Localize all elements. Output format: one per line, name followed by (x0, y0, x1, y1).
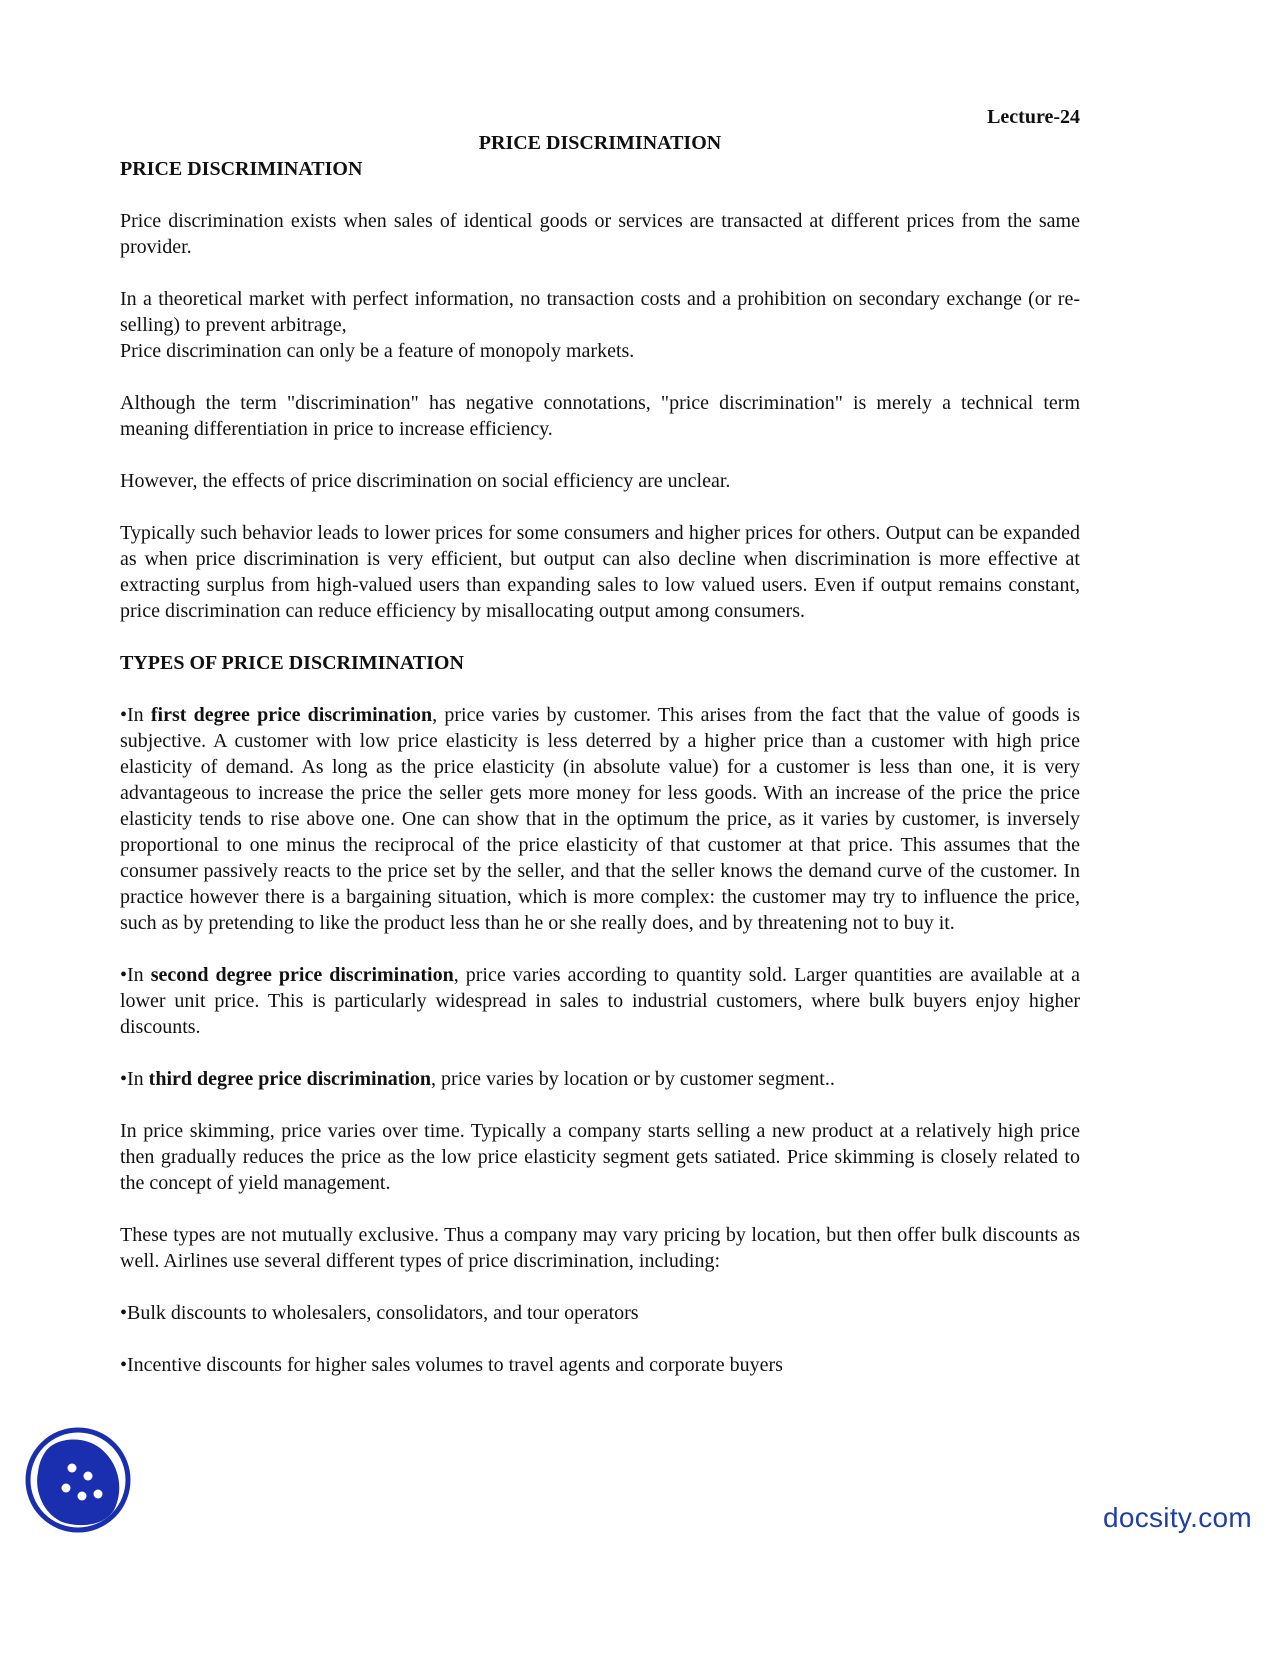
third-degree-term: third degree price discrimination (148, 1068, 432, 1090)
second-degree-text: , price varies according to quantity sold. Larger quantities are available at a lower unit price. This is particularly widespread in sales to industrial customers, where bulk buyers enjoy higher discounts. (120, 964, 1080, 1038)
second-degree-paragraph (120, 962, 1080, 1040)
paragraph-output-effects: Typically such behavior leads to lower prices for some consumers and higher prices for others. Output can be expanded as when price discrimination is very efficient, but output can also decline when discrimination is more effective at extracting surplus from high-valued users than expanding sales to low valued users. Even if output remains constant, price discrimination can reduce efficiency by misallocating output among consumers. (120, 522, 1080, 622)
document-content (120, 104, 1080, 1378)
paragraph-connotations: Although the term "discrimination" has negative connotations, "price discrimination" is merely a technical term meaning differentiation in price to increase efficiency. (120, 392, 1080, 440)
bullet-prefix: •In (120, 964, 151, 986)
paragraph-price-skimming: In price skimming, price varies over time. Typically a company starts selling a new product at a relatively high price then gradually reduces the price as the low price elasticity segment gets satiated. Price skimming is closely related to the concept of yield management. (120, 1120, 1080, 1194)
paragraph-not-exclusive: These types are not mutually exclusive. Thus a company may vary pricing by location, but then offer bulk discounts as well. Airlines use several different types of price discrimination, including: (120, 1224, 1080, 1272)
list-item: •Incentive discounts for higher sales volumes to travel agents and corporate buyers (120, 1354, 783, 1376)
docsity-watermark[interactable]: docsity.com (1102, 1502, 1252, 1533)
first-degree-text: , price varies by customer. This arises from the fact that the value of goods is subjective. A customer with low price elasticity is less deterred by a higher price than a customer with high price elasticity of demand. As long as the price elasticity (in absolute value) for a customer is less than one, it is very advantageous to increase the price the seller gets more money for less goods. With an increase of the price the price elasticity tends to rise above one. One can show that in the optimum the price, as it varies by customer, is inversely proportional to one minus the reciprocal of the price elasticity of that customer at that price. This assumes that the consumer passively reacts to the price set by the seller, and that the seller knows the demand curve of the customer. In practice however there is a bargaining situation, which is more complex: the customer may try to influence the price, such as by pretending to like the product less than he or she really does, and by threatening not to buy it. (120, 704, 1080, 934)
lecture-number: Lecture-24 (987, 106, 1080, 128)
bullet-prefix: •In (120, 704, 151, 726)
third-degree-paragraph (120, 1066, 1080, 1092)
second-degree-term: second degree price discrimination (150, 964, 454, 986)
list-item: •Bulk discounts to wholesalers, consolidators, and tour operators (120, 1302, 639, 1324)
paragraph-theoretical-market: In a theoretical market with perfect information, no transaction costs and a prohibition on secondary exchange (or re-selling) to prevent arbitrage, (120, 288, 1080, 336)
paragraph-monopoly: Price discrimination can only be a feature of monopoly markets. (120, 340, 635, 362)
paragraph-definition: Price discrimination exists when sales of identical goods or services are transacted at different prices from the same provider. (120, 210, 1080, 258)
page-title: PRICE DISCRIMINATION (478, 132, 722, 154)
section-heading: PRICE DISCRIMINATION (120, 158, 363, 180)
docsity-logo-icon[interactable] (22, 1424, 134, 1536)
types-heading: TYPES OF PRICE DISCRIMINATION (120, 652, 464, 674)
first-degree-term: first degree price discrimination (150, 704, 433, 726)
paragraph-social-efficiency: However, the effects of price discrimination on social efficiency are unclear. (120, 470, 731, 492)
bullet-prefix: •In (120, 1068, 149, 1090)
first-degree-paragraph (120, 702, 1080, 936)
third-degree-text: , price varies by location or by customer segment.. (431, 1068, 835, 1090)
